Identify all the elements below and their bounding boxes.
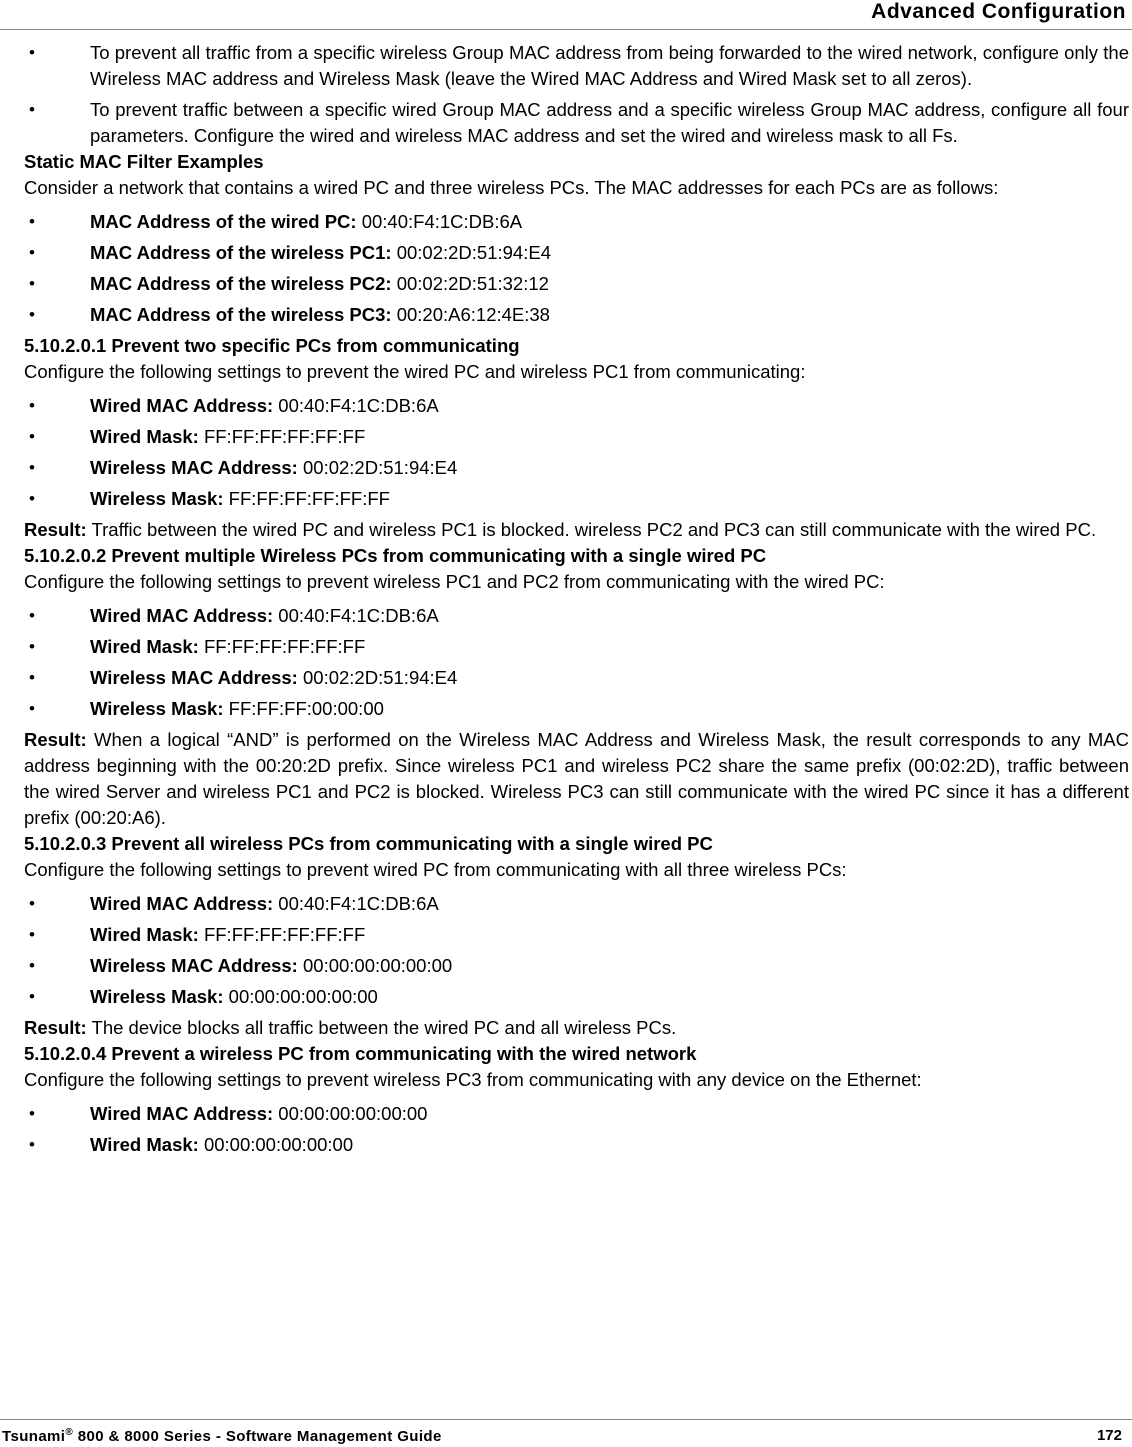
result-paragraph: Result: The device blocks all traffic between the wired PC and all wireless PCs. (24, 1017, 677, 1038)
list-item: • Wireless MAC Address: 00:02:2D:51:94:E4 (24, 455, 1129, 481)
list-item: • Wireless MAC Address: 00:00:00:00:00:00 (24, 953, 1129, 979)
list-item: • Wireless MAC Address: 00:02:2D:51:94:E4 (24, 665, 1129, 691)
list-item: • Wired Mask: FF:FF:FF:FF:FF:FF (24, 424, 1129, 450)
bullet-icon: • (29, 1135, 35, 1154)
list-item: • MAC Address of the wireless PC2: 00:02:2D:51:32:12 (24, 271, 1129, 297)
list-item: • To prevent traffic between a specific wired Group MAC address and a specific wireless Group MAC address, configure all four parameters. Configure the wired and wireless MAC address and set the wired and wireless mask to all Fs. (29, 99, 1129, 146)
header-divider (0, 29, 1132, 30)
settings-list (24, 603, 1129, 722)
bullet-icon: • (29, 427, 35, 446)
list-item: • MAC Address of the wireless PC3: 00:20:A6:12:4E:38 (24, 302, 1129, 328)
mac-address-list (24, 209, 1129, 328)
list-item: • Wireless Mask: FF:FF:FF:00:00:00 (24, 696, 1129, 722)
settings-list (24, 891, 1129, 1010)
section-heading: 5.10.2.0.3 Prevent all wireless PCs from communicating with a single wired PC (24, 833, 713, 854)
page-number: 172 (1096, 1427, 1122, 1444)
list-item: • To prevent all traffic from a specific wireless Group MAC address from being forwarded to the wired network, configure only the Wireless MAC address and Wireless Mask (leave the Wired MAC Address and Wired Mask set to all zeros). (29, 42, 1129, 89)
list-item: • MAC Address of the wired PC: 00:40:F4:1C:DB:6A (24, 209, 1129, 235)
bullet-icon: • (29, 458, 35, 477)
list-item: • Wired Mask: 00:00:00:00:00:00 (24, 1132, 1129, 1158)
list-item: • Wired MAC Address: 00:40:F4:1C:DB:6A (24, 891, 1129, 917)
paragraph: Configure the following settings to prevent wired PC from communicating with all three wireless PCs: (24, 859, 847, 880)
section-heading: 5.10.2.0.1 Prevent two specific PCs from communicating (24, 335, 520, 356)
bullet-icon: • (29, 606, 35, 625)
section-heading: 5.10.2.0.2 Prevent multiple Wireless PCs from communicating with a single wired PC (24, 545, 767, 566)
paragraph: Configure the following settings to prevent wireless PC3 from communicating with any device on the Ethernet: (24, 1069, 922, 1090)
page-header-title: Advanced Configuration (871, 0, 1126, 23)
paragraph: Configure the following settings to prevent wireless PC1 and PC2 from communicating with the wired PC: (24, 571, 885, 592)
bullet-icon: • (29, 894, 35, 913)
list-item: • Wired Mask: FF:FF:FF:FF:FF:FF (24, 634, 1129, 660)
bullet-icon: • (29, 1104, 35, 1123)
bullet-icon: • (29, 243, 35, 262)
paragraph: Consider a network that contains a wired PC and three wireless PCs. The MAC addresses for each PCs are as follows: (24, 177, 999, 198)
footer-divider (0, 1419, 1132, 1420)
section-heading: Static MAC Filter Examples (24, 151, 264, 172)
section-heading: 5.10.2.0.4 Prevent a wireless PC from communicating with the wired network (24, 1043, 697, 1064)
list-item: • Wired MAC Address: 00:40:F4:1C:DB:6A (24, 393, 1129, 419)
bullet-icon: • (29, 699, 35, 718)
bullet-icon: • (29, 956, 35, 975)
settings-list (24, 393, 1129, 512)
list-item: • MAC Address of the wireless PC1: 00:02:2D:51:94:E4 (24, 240, 1129, 266)
bullet-icon: • (29, 987, 35, 1006)
bullet-icon: • (29, 100, 35, 119)
bullet-icon: • (29, 396, 35, 415)
bullet-icon: • (29, 212, 35, 231)
page-content (24, 40, 1129, 1163)
bullet-icon: • (29, 305, 35, 324)
paragraph: Configure the following settings to prevent the wired PC and wireless PC1 from communicating: (24, 361, 806, 382)
bullet-icon: • (29, 274, 35, 293)
footer-guide-title: Tsunami® 800 & 8000 Series - Software Management Guide (2, 1427, 442, 1445)
result-paragraph: Result: When a logical “AND” is performed on the Wireless MAC Address and Wireless Mask, the result corresponds to any MAC address beginning with the 00:20:2D prefix. Since wireless PC1 and wireless PC2 share the same prefix (00:02:2D), traffic between the wired Server and wireless PC1 and PC2 is blocked. Wireless PC3 can still communicate with the wired PC since it has a different prefix (00:20:A6). (24, 729, 1130, 828)
list-item: • Wired MAC Address: 00:40:F4:1C:DB:6A (24, 603, 1129, 629)
list-item: • Wired Mask: FF:FF:FF:FF:FF:FF (24, 922, 1129, 948)
list-item: • Wireless Mask: FF:FF:FF:FF:FF:FF (24, 486, 1129, 512)
bullet-icon: • (29, 668, 35, 687)
intro-bullet-list (24, 40, 1129, 149)
result-paragraph: Result: Traffic between the wired PC and wireless PC1 is blocked. wireless PC2 and PC3 can still communicate with the wired PC. (24, 519, 1097, 540)
settings-list (24, 1101, 1129, 1158)
bullet-icon: • (29, 43, 35, 62)
list-item: • Wireless Mask: 00:00:00:00:00:00 (24, 984, 1129, 1010)
list-item: • Wired MAC Address: 00:00:00:00:00:00 (24, 1101, 1129, 1127)
bullet-icon: • (29, 637, 35, 656)
bullet-icon: • (29, 489, 35, 508)
bullet-icon: • (29, 925, 35, 944)
